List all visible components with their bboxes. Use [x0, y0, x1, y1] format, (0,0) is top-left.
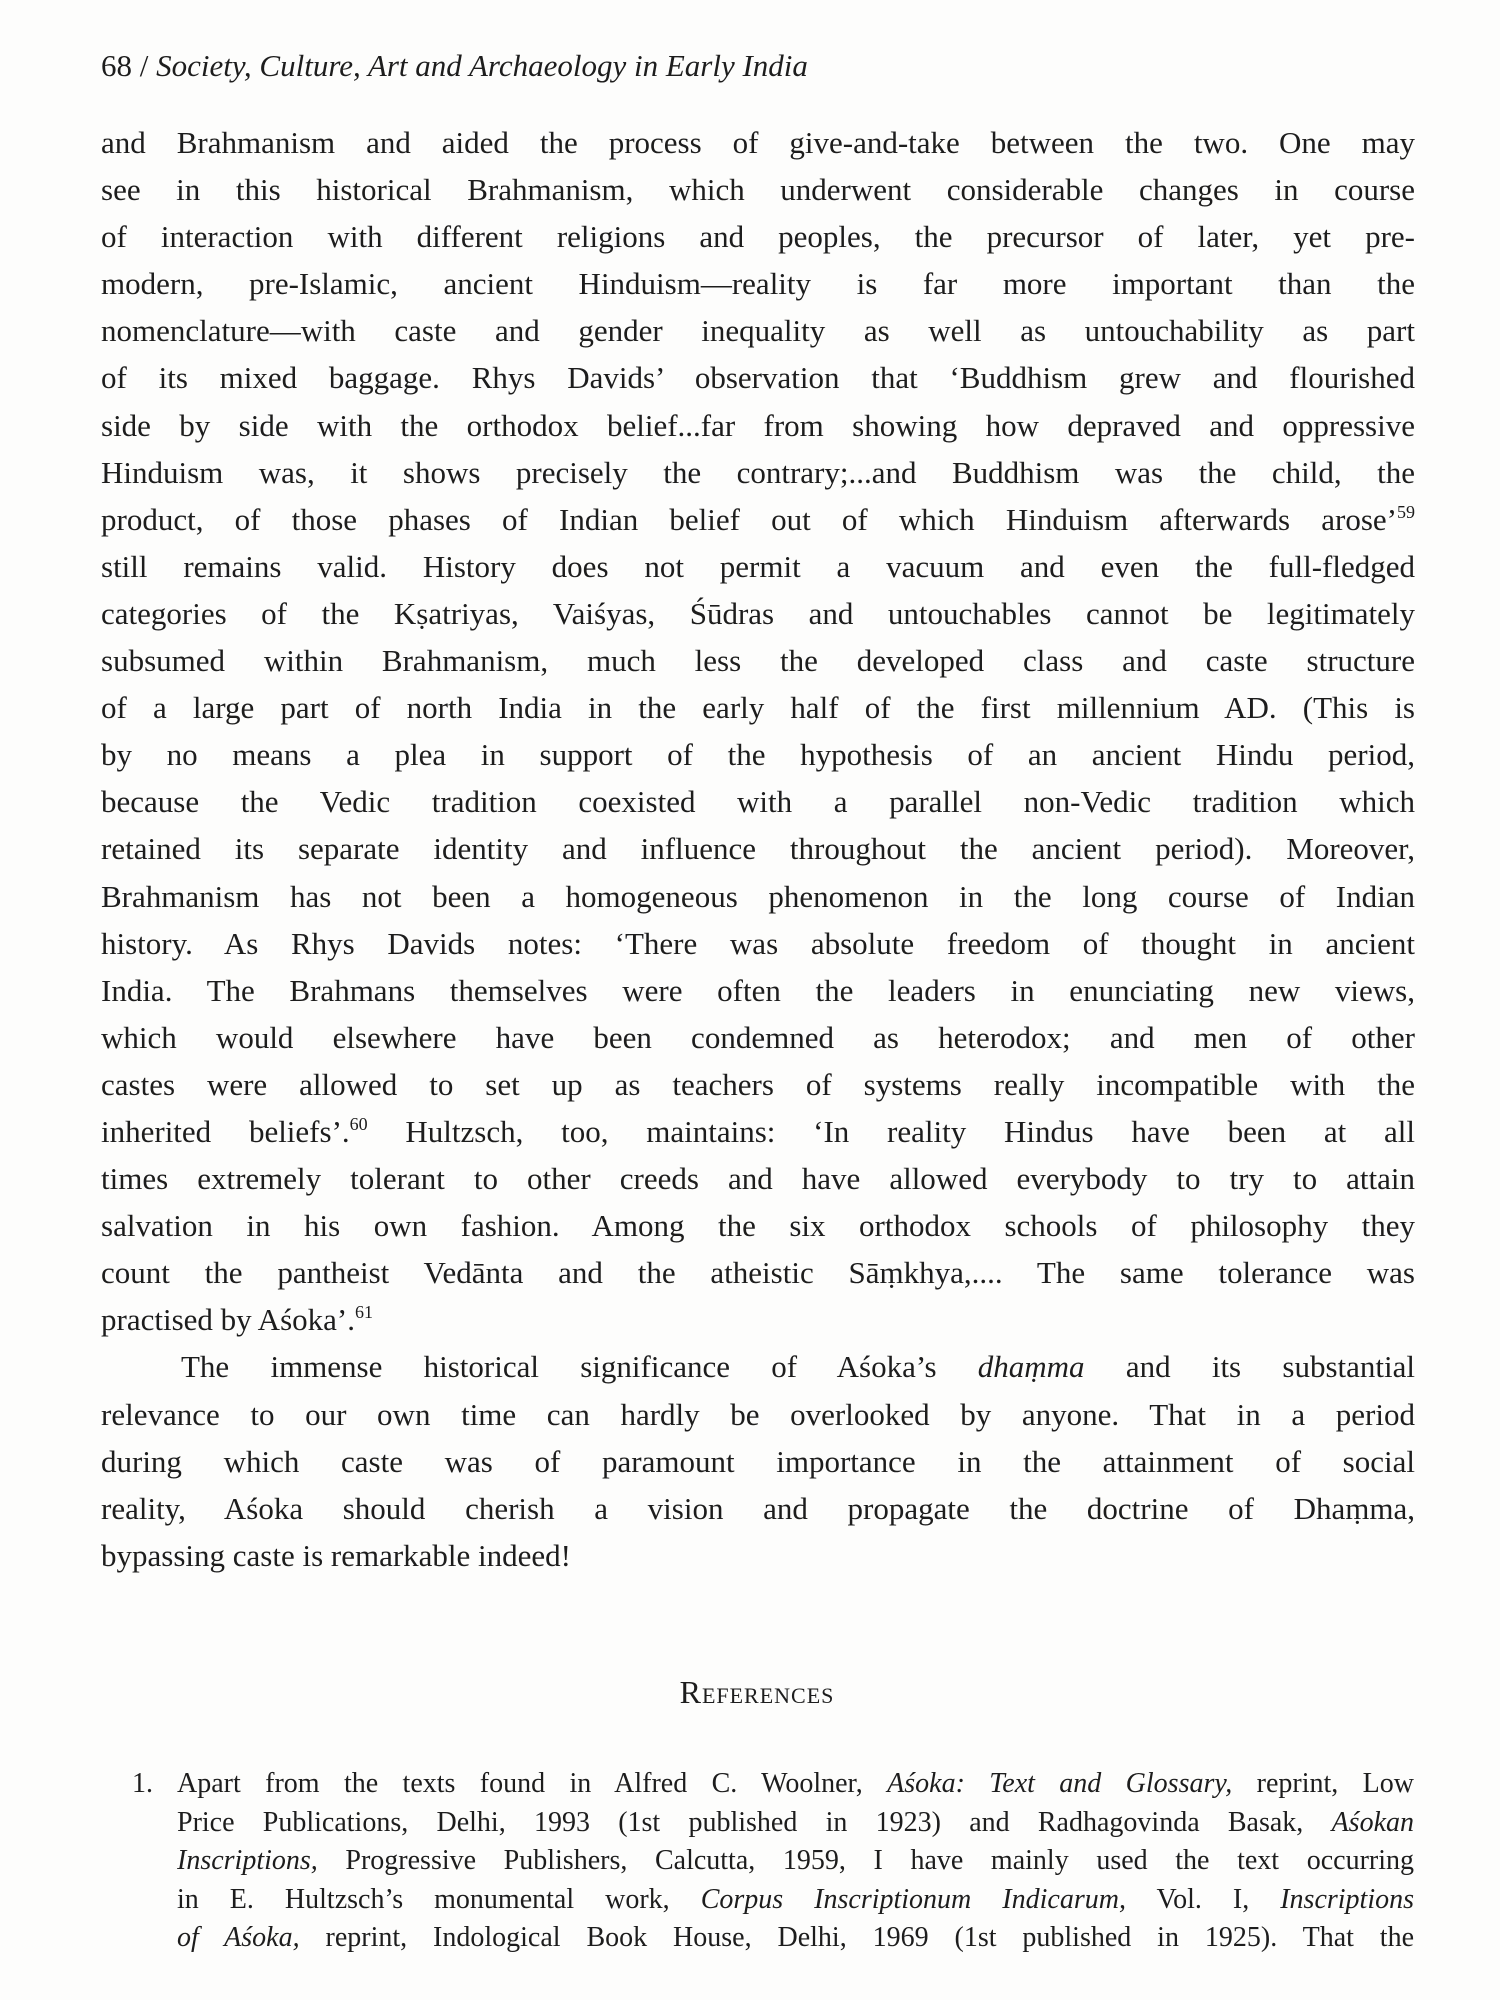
- text-line: salvation in his own fashion. Among the six orthodox schools of philosophy they: [101, 1208, 1415, 1244]
- text-line: still remains valid. History does not permit a vacuum and even the full-fledged: [101, 548, 1415, 584]
- text-segment: practised by Aśoka’.: [101, 1302, 355, 1338]
- text-line: relevance to our own time can hardly be overlooked by anyone. That in a period: [101, 1396, 1415, 1432]
- text-segment: inherited beliefs’.: [101, 1113, 350, 1149]
- text-line: by no means a plea in support of the hypothesis of an ancient Hindu period,: [101, 737, 1415, 773]
- text-line: castes were allowed to set up as teachers of systems really incompatible with the: [101, 1066, 1415, 1102]
- text-line: reality, Aśoka should cherish a vision and propagate the doctrine of Dhaṃma,: [101, 1490, 1415, 1526]
- text-segment: and its substantial: [1084, 1349, 1415, 1385]
- references-heading: References: [679, 1674, 835, 1710]
- italic-title: Inscriptions: [1280, 1883, 1414, 1915]
- text-line: nomenclature—with caste and gender inequality as well as untouchability as part: [101, 313, 1415, 349]
- italic-title: Aśoka: Text and Glossary,: [887, 1768, 1233, 1799]
- reference-line: [177, 1804, 1414, 1843]
- text-line: of interaction with different religions and peoples, the precursor of later, yet pre-: [101, 219, 1415, 255]
- text-line: modern, pre-Islamic, ancient Hinduism—reality is far more important than the: [101, 266, 1415, 302]
- text-line: retained its separate identity and influence throughout the ancient period). Moreover,: [101, 831, 1415, 867]
- text-line: bypassing caste is remarkable indeed!: [101, 1537, 571, 1573]
- paragraph-1: [101, 119, 1415, 1343]
- italic-title: Corpus Inscriptionum Indicarum,: [700, 1883, 1126, 1915]
- text-line: categories of the Kṣatriyas, Vaiśyas, Śūdras and untouchables cannot be legitimately: [101, 595, 1415, 631]
- text-segment: in E. Hultzsch’s monumental work,: [177, 1883, 701, 1915]
- paragraph-2: [101, 1343, 1415, 1578]
- text-line: of its mixed baggage. Rhys Davids’ observation that ‘Buddhism grew and flourished: [101, 360, 1415, 396]
- text-segment: reprint, Indological Book House, Delhi, 1969 (1st published in 1925). That the: [299, 1922, 1414, 1953]
- italic-term: dhaṃma: [977, 1349, 1085, 1385]
- text-segment: Price Publications, Delhi, 1993 (1st published in 1923) and Radhagovinda Basak,: [177, 1806, 1332, 1838]
- text-line: [101, 496, 1415, 543]
- text-line: during which caste was of paramount importance in the attainment of social: [101, 1443, 1415, 1479]
- running-head: [101, 48, 808, 84]
- text-line: Hinduism was, it shows precisely the contrary;...and Buddhism was the child, the: [101, 454, 1415, 490]
- text-segment: Progressive Publishers, Calcutta, 1959, I have mainly used the text occurring: [317, 1845, 1414, 1876]
- text-line: [101, 1343, 1415, 1390]
- page-number: 68: [101, 48, 132, 83]
- text-line: of a large part of north India in the early half of the first millennium AD. (This is: [101, 690, 1415, 726]
- reference-line: [177, 1881, 1414, 1920]
- footnote-ref-60[interactable]: 60: [349, 1113, 368, 1134]
- text-line: times extremely tolerant to other creeds and have allowed everybody to try to attain: [101, 1161, 1415, 1197]
- running-head-separator: /: [139, 48, 149, 83]
- text-segment: product, of those phases of Indian belief out of which Hinduism afterwards arose’: [101, 501, 1397, 537]
- italic-title: of Aśoka,: [177, 1922, 300, 1953]
- text-segment: reprint, Low: [1232, 1768, 1414, 1799]
- reference-item: [132, 1765, 1414, 1958]
- body-text: [101, 119, 1415, 1579]
- text-line: [101, 1296, 1415, 1343]
- text-line: count the pantheist Vedānta and the atheistic Sāṃkhya,.... The same tolerance was: [101, 1255, 1415, 1291]
- text-segment: The immense historical significance of Aśoka’s: [181, 1349, 978, 1385]
- reference-text: [177, 1765, 1414, 1958]
- book-title: Society, Culture, Art and Archaeology in Early India: [156, 48, 808, 83]
- text-line: subsumed within Brahmanism, much less the developed class and caste structure: [101, 643, 1415, 679]
- text-line: history. As Rhys Davids notes: ‘There was absolute freedom of thought in ancient: [101, 925, 1415, 961]
- reference-line: [177, 1842, 1414, 1881]
- reference-number: 1.: [132, 1768, 153, 1799]
- text-line: see in this historical Brahmanism, which underwent considerable changes in course: [101, 172, 1415, 208]
- footnote-ref-61[interactable]: 61: [354, 1302, 373, 1323]
- text-segment: Vol. I,: [1125, 1883, 1281, 1915]
- text-line: [101, 1108, 1415, 1155]
- reference-line: [177, 1765, 1414, 1804]
- text-line: India. The Brahmans themselves were often the leaders in enunciating new views,: [101, 972, 1415, 1008]
- footnote-ref-59[interactable]: 59: [1397, 501, 1415, 522]
- italic-title: Inscriptions,: [177, 1845, 318, 1876]
- text-line: Brahmanism has not been a homogeneous phenomenon in the long course of Indian: [101, 878, 1415, 914]
- italic-title: Aśokan: [1331, 1806, 1414, 1838]
- text-line: which would elsewhere have been condemned as heterodox; and men of other: [101, 1019, 1415, 1055]
- text-line: side by side with the orthodox belief...far from showing how depraved and oppressive: [101, 407, 1415, 443]
- reference-line: [177, 1919, 1414, 1958]
- text-segment: Apart from the texts found in Alfred C. Woolner,: [177, 1768, 888, 1799]
- text-segment: Hultzsch, too, maintains: ‘In reality Hindus have been at all: [367, 1113, 1415, 1149]
- references-list: [132, 1765, 1414, 1958]
- text-line: because the Vedic tradition coexisted with a parallel non-Vedic tradition which: [101, 784, 1415, 820]
- text-line: and Brahmanism and aided the process of give-and-take between the two. One may: [101, 125, 1415, 160]
